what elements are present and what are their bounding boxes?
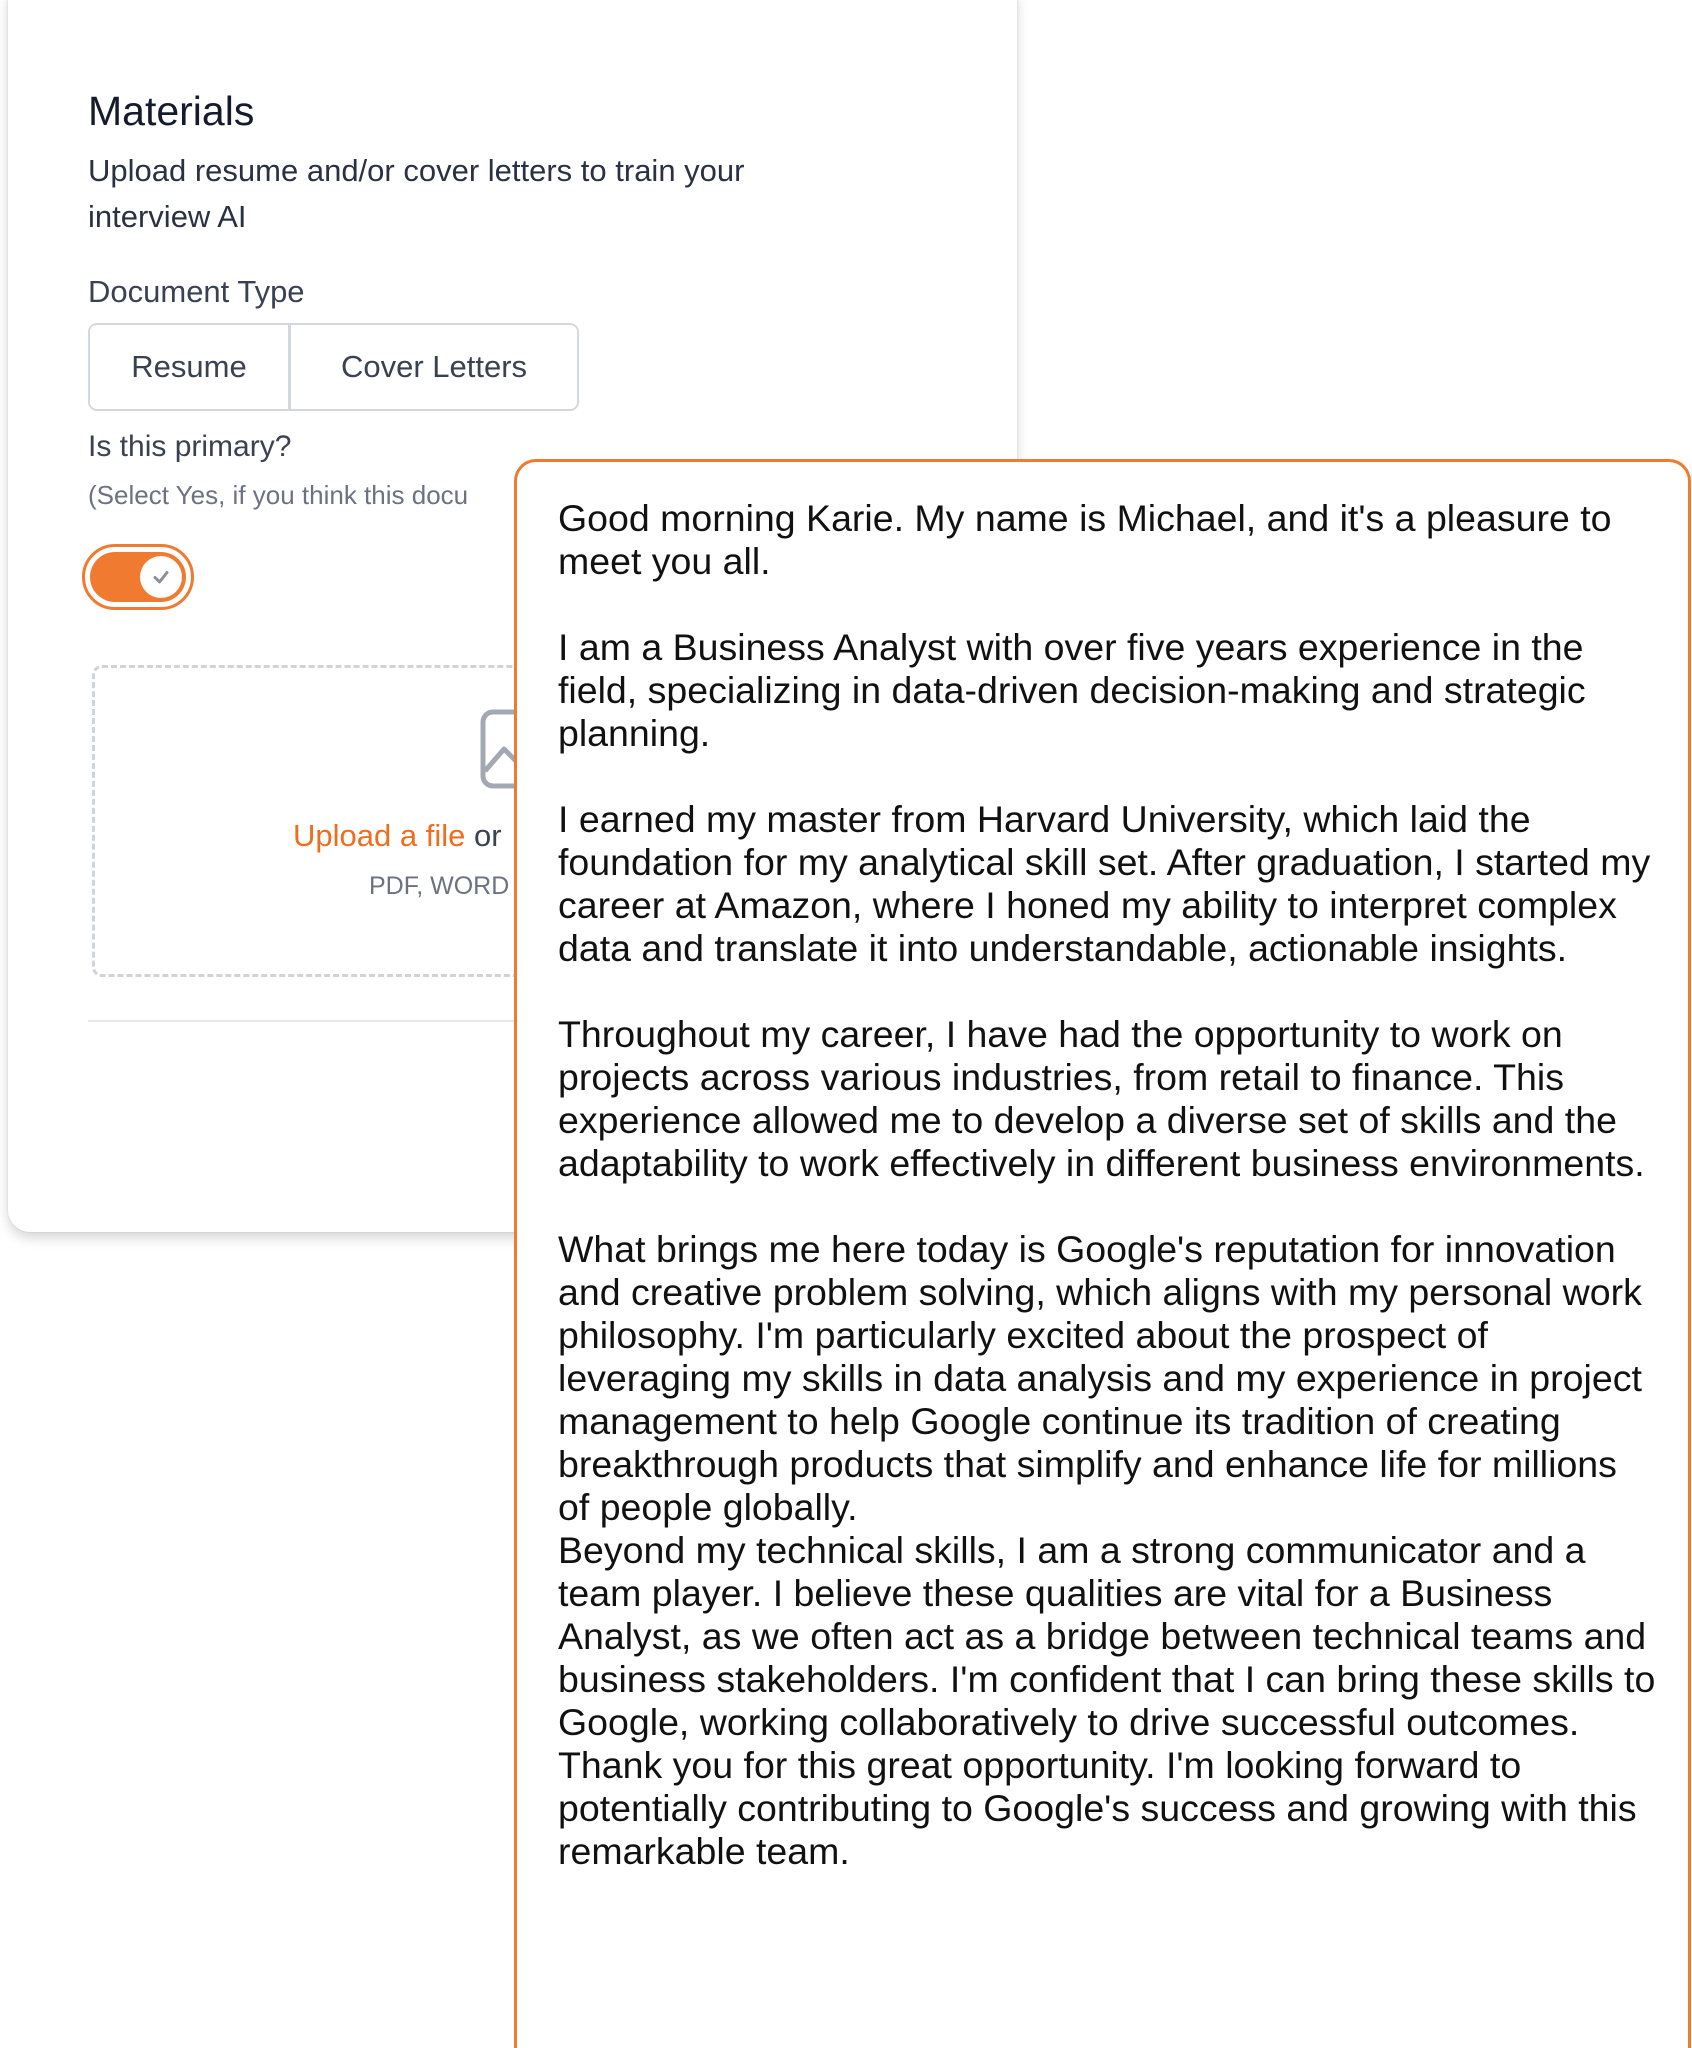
materials-title: Materials xyxy=(88,88,255,134)
letter-paragraph: Good morning Karie. My name is Michael, and it's a pleasure to meet you all. xyxy=(558,497,1612,582)
upload-prompt xyxy=(293,818,502,854)
file-types-hint: PDF, WORD xyxy=(369,872,510,900)
letter-paragraph: I earned my master from Harvard University, which laid the foundation for my analytical skill set. After graduation, I started my career at Amazon, where I honed my ability to interpret complex data and translate it into understandable, actionable insights. xyxy=(558,798,1651,969)
resume-option-button[interactable]: Resume xyxy=(90,325,291,409)
letter-paragraph: What brings me here today is Google's reputation for innovation and creative problem solving, which aligns with my personal work philosophy. I'm particularly excited about the prospect of leveraging my skills in data analysis and my experience in project management to help Google continue its tradition of creating breakthrough products that simplify and enhance life for millions of people globally. xyxy=(558,1228,1642,1528)
document-type-label: Document Type xyxy=(88,274,305,309)
toggle-track xyxy=(90,552,186,602)
letter-paragraph: I am a Business Analyst with over five years experience in the field, specializing in data-driven decision-making and strategic planning. xyxy=(558,626,1586,754)
cover-letters-option-button[interactable]: Cover Letters xyxy=(291,325,577,409)
materials-subtitle: Upload resume and/or cover letters to train your interview AI xyxy=(88,153,745,234)
toggle-knob xyxy=(140,556,182,598)
cover-letter-text xyxy=(558,497,1658,1873)
document-type-selector xyxy=(88,323,579,411)
letter-paragraph: Beyond my technical skills, I am a strong communicator and a team player. I believe these qualities are vital for a Business Analyst, as we often act as a bridge between technical teams and business stakeholders. I'm confident that I can bring these skills to Google, working collaboratively to drive successful outcomes. xyxy=(558,1529,1656,1743)
primary-label: Is this primary? xyxy=(88,430,292,463)
letter-paragraph: Throughout my career, I have had the opportunity to work on projects across various industries, from retail to finance. This experience allowed me to develop a diverse set of skills and the adaptability to work effectively in different business environments. xyxy=(558,1013,1645,1184)
upload-file-link[interactable]: Upload a file xyxy=(293,818,466,853)
primary-toggle[interactable] xyxy=(82,544,194,610)
upload-or-text: or xyxy=(473,818,502,853)
cover-letter-panel xyxy=(514,459,1691,2048)
check-icon xyxy=(150,566,172,588)
primary-hint: (Select Yes, if you think this docu xyxy=(88,480,469,510)
letter-paragraph: Thank you for this great opportunity. I'm looking forward to potentially contributing to Google's success and growing with this remarkable team. xyxy=(558,1744,1637,1872)
